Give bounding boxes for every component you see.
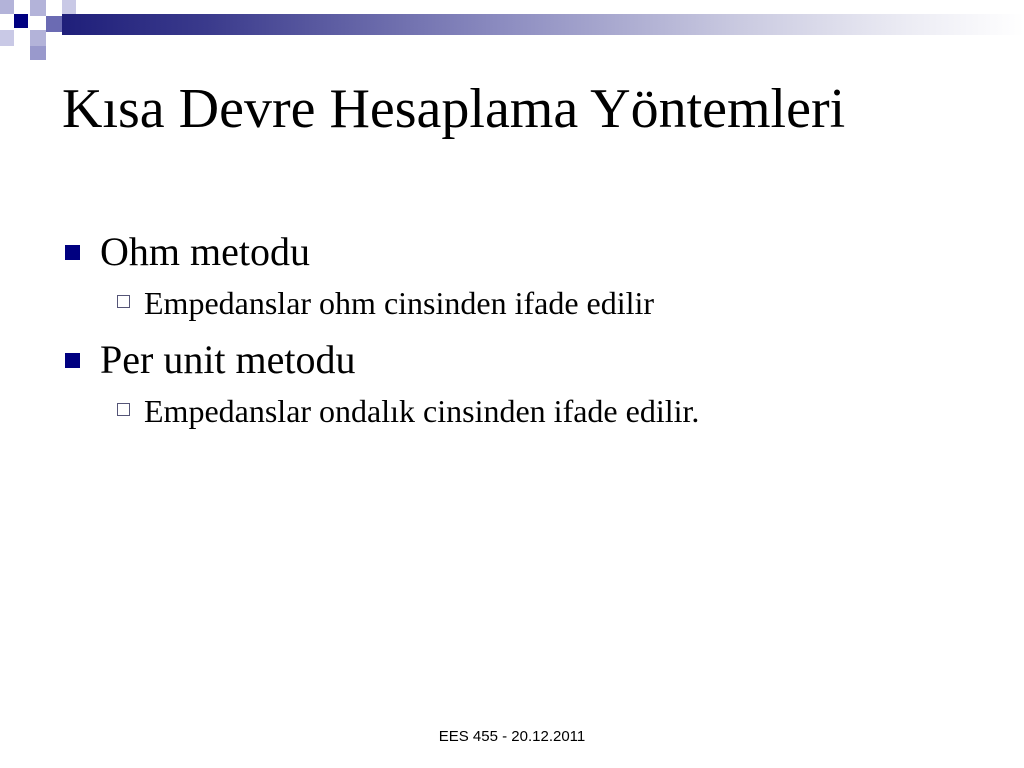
bullet-list [62, 226, 1002, 442]
hollow-square-bullet-icon [117, 295, 130, 308]
hollow-square-bullet-icon [117, 403, 130, 416]
square-bullet-icon [65, 353, 80, 368]
slide-title: Kısa Devre Hesaplama Yöntemleri [62, 78, 846, 140]
deco-square-light [30, 46, 46, 60]
bullet-item [62, 334, 1002, 386]
deco-square-light [30, 0, 46, 16]
sub-bullet-text: Empedanslar ondalık cinsinden ifade edilir. [144, 393, 700, 429]
square-bullet-icon [65, 245, 80, 260]
deco-square-mid [46, 16, 62, 32]
deco-square-dark [14, 14, 28, 28]
slide-footer: EES 455 - 20.12.2011 [438, 728, 586, 745]
sub-bullet-item [62, 390, 1002, 432]
deco-square-light [0, 30, 14, 46]
deco-square-light [0, 0, 14, 14]
bullet-text: Per unit metodu [100, 337, 356, 382]
bullet-item [62, 226, 1002, 278]
bullet-text: Ohm metodu [100, 229, 310, 274]
sub-bullet-item [62, 282, 1002, 324]
deco-square-light [62, 0, 76, 14]
deco-square-light [30, 30, 46, 46]
header-gradient-band [62, 14, 1024, 35]
decorative-squares [0, 0, 90, 70]
sub-bullet-text: Empedanslar ohm cinsinden ifade edilir [144, 285, 655, 321]
